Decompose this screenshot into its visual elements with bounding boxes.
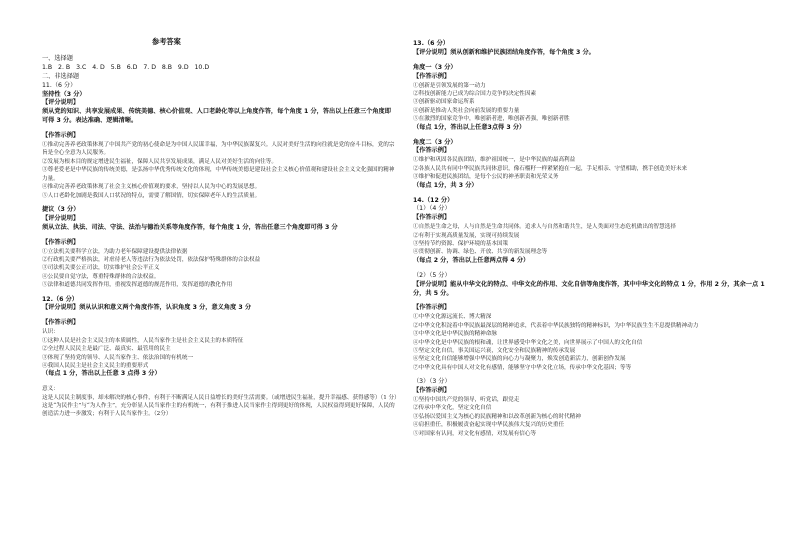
- list-item: ①这种人民是社会主义民主的本质属性，人民当家作主是社会主义民主的本质特征: [42, 337, 244, 344]
- angle1-score: （每点 1分，答出以上任意3点得 3 分）: [413, 123, 526, 131]
- q13-heading: 13.（6 分）: [413, 40, 449, 47]
- q12-example-list: [42, 337, 397, 371]
- list-item: ③维护和促进民族团结，是每个公民的神圣职责和光荣义务: [413, 174, 559, 181]
- list-item: ④我国人民民主是社会主义民主的重要形式: [42, 362, 149, 369]
- list-item: ③司法机关要公正司法，切实维护社会公平正义: [42, 265, 160, 272]
- q11-eval2: 须从立法、执法、司法、守法、法治与德治关系等角度作答，每个角度 1 分，答出任意三个角度即可得 3 分: [42, 223, 338, 231]
- list-item: ①推动完善养老政策体现了中国共产党的初心使命是为中国人民谋幸福，为中华民族谋复兴。人民对美好生活的向往就是党的奋斗目标，党的宗旨是全心全意为人民服务。: [42, 142, 395, 157]
- list-item: ⑤坚定文化自信，事关国运兴衰，文化安全和民族精神的传承发展: [413, 348, 576, 354]
- q12-significance-2: 这是“为民作主”与“为人作主”，充分彰显人民当家作主的有机统一，有利于推进人民当家作主得到更好的体现，人民权益得到更好保障，人民的创造活力进一步激发；有利于人民当家作主。（2分）: [42, 403, 395, 418]
- list-item: ①自然是生命之母，人与自然是生命共同体。追求人与自然和谐共生，是人类面对生态危机做出的智慧选择: [413, 224, 676, 231]
- list-item: ③体现了坚持党的领导、人民当家作主、依法治国的有机统一: [42, 354, 194, 361]
- q14-part3-example-heading: 【作答示例】: [413, 387, 451, 395]
- list-item: ②中华文化积淀着中华民族最深层的精神追求，代表着中华民族独特的精神标识，为中华民族生生不息提供精神动力: [413, 322, 699, 329]
- q11-eval-heading: 【评分说明】: [42, 99, 80, 107]
- angle1-example-heading: 【作答示例】: [413, 72, 451, 80]
- list-item: ③中华文化是中华民族的精神命脉: [413, 331, 497, 338]
- list-item: ⑤在激烈的国家竞争中，唯创新者进，唯创新者强，唯创新者胜: [413, 116, 570, 123]
- q11-example2-heading: 【作答示例】: [42, 238, 80, 246]
- list-item: ③创新驱动国家命运所系: [413, 99, 475, 106]
- right-column: [413, 40, 768, 438]
- q12-sub-significance: 意义：: [42, 386, 59, 393]
- page-title: 参考答案: [152, 37, 181, 46]
- list-item: ①创新是引领发展的第一动力: [413, 82, 486, 89]
- list-item: ②行政机关要严格执法，对虐待老人等违法行为依法处罚，依法保护特殊群体的合法权益: [42, 256, 261, 263]
- list-item: ⑦中华文化具有中国人对文化有感情，能够坚守中华文化立场，传承中华文化基因；等等: [413, 364, 632, 371]
- section-choice-heading: 一、选择题: [42, 54, 73, 62]
- angle1-title: 角度一（3 分）: [413, 63, 457, 71]
- list-item: ⑤对国家有认同，对文化有感情，对发展有信心等: [413, 430, 537, 437]
- list-item: ④公民要自觉守法，尊重特殊群体的合法权益。: [42, 273, 160, 280]
- q11-example2-list: [42, 248, 397, 290]
- q14-part2: （2）（5 分）: [413, 271, 451, 279]
- q12-significance-1: 这是人民民主制度事，却未解决的核心事件，有利于不断满足人民日益增长的美好生活需要。（或增进民生福祉，提升幸福感、获得感等）（1 分）: [42, 394, 400, 401]
- list-item: ④肩担重任，积极履责奋起实现中华民族伟大复兴的历史重任: [413, 422, 565, 429]
- q12-eval: 【评分说明】须从认识和意义两个角度作答，认识角度 3 分，意义角度 3 分: [42, 304, 252, 312]
- q14-part1-example-heading: 【作答示例】: [413, 214, 451, 222]
- q14-part2-example-heading: 【作答示例】: [413, 304, 451, 312]
- list-item: ⑥坚定文化自信能够增强中华民族的向心力与凝聚力，焕发创造新活力，创新创作发展: [413, 356, 626, 363]
- list-item: ④贯彻创新、协调、绿色、开放、共享的新发展理念等: [413, 249, 548, 256]
- q13-eval: 【评分说明】须从创新和维护民族团结角度作答，每个角度 3 分。: [413, 48, 595, 56]
- list-item: ②发展为根本目的规定增进民生福祉，保障人民共享发展成果，满足人民对美好生活的向往等。: [42, 158, 277, 165]
- list-item: ④创新是推动人类社会向前发展的重要力量: [413, 107, 520, 114]
- left-column: [42, 37, 400, 419]
- q14-part1-example-list: [413, 223, 768, 257]
- list-item: ③尊老爱老是中华民族的传统美德，是弘扬中华优秀传统文化的体现，中华传统美德是建设社会主义核心价值观和建设社会主义文化强国的精神力量。: [42, 167, 395, 182]
- q14-part2-example-list: [413, 313, 768, 372]
- q11-sub1: 坚持性（3 分）: [42, 90, 86, 98]
- list-item: ①立法机关要科学立法，为助力老年保障建设提供法律依据: [42, 248, 188, 255]
- q11-sub2: 捷议（3 分）: [42, 205, 80, 213]
- q11-eval: 须从党的知识、共享发展成果、传统美德、核心价值观、人口老龄化等以上角度作答，每个角度 1 分，答出以上任意三个角度即可得 3 分。表达准确、逻辑清晰。: [42, 108, 391, 125]
- q11-heading: 11.（6 分）: [42, 81, 77, 89]
- list-item: ⑤人口老龄化加剧是我国人口状况的特点，需要了解国情，切实保障老年人的生活质量。: [42, 192, 261, 199]
- q14-heading: 14.（12 分）: [413, 196, 454, 204]
- angle2-example-list: [413, 156, 768, 181]
- angle1-example-list: [413, 82, 768, 124]
- list-item: ⑤法律和道德共同发挥作用，重视发挥道德的规范作用，发挥道德的教化作用: [42, 282, 233, 289]
- list-item: ①坚持中国共产党的领导，听党话，跟党走: [413, 397, 520, 404]
- list-item: ②全过程人民民主是最广泛、最真实、最管用的民主: [42, 346, 171, 353]
- list-item: ②科技创新能力已成为综合国力竞争的决定性因素: [413, 91, 537, 98]
- list-item: ②有利于实现高质量发展，实现可持续发展: [413, 232, 520, 239]
- list-item: ②传承中华文化，坚定文化自信: [413, 405, 492, 412]
- angle2-example-heading: 【作答示例】: [413, 147, 451, 155]
- choice-answers: 1.B 2. B 3.C 4. D 5.B 6.D 7. D 8.B 9.D 10.D: [42, 63, 210, 71]
- list-item: ①维护和巩固各民族团结，维护祖国统一，是中华民族的最高利益: [413, 157, 576, 164]
- q14-part3-example-list: [413, 396, 768, 438]
- q12-sub-recognition: 认识：: [42, 329, 59, 336]
- angle2-score: （每点 1分，共 3 分）: [413, 181, 478, 189]
- list-item: ④推动完善养老政策体现了社会主义核心价值观的要求，坚持以人民为中心的发展思想。: [42, 184, 261, 191]
- q12-example-heading: 【作答示例】: [42, 319, 80, 327]
- list-item: ③弘扬以爱国主义为核心的民族精神和以改革创新为核心的时代精神: [413, 413, 581, 420]
- q12-score1: （每点 1 分，答出以上任意 3 点得 3 分）: [42, 370, 161, 378]
- list-item: ③坚持节约资源、保护环境的基本国策: [413, 241, 509, 248]
- section-open-heading: 二、非选择题: [42, 72, 80, 80]
- q12-heading: 12.（6 分）: [42, 295, 78, 303]
- q14-part1: （1）（4 分）: [413, 205, 451, 213]
- list-item: ②各族人民共有同中华民族共同体意识，像石榴籽一样紧紧抱在一起，手足相亲、守望相助，携手创造美好未来: [413, 165, 688, 172]
- q11-example-heading: 【作答示例】: [42, 132, 80, 140]
- q14-part3: （3）（3 分）: [413, 378, 451, 386]
- angle2-title: 角度二（3 分）: [413, 138, 457, 146]
- q11-example-list: [42, 141, 397, 200]
- q14-part2-eval: 【评分说明】能从中华文化的特点、中华文化的作用、文化自信等角度作答，其中中华文化的特点 1 分，作用 2 分，其余一点 1 分，共 5 分。: [413, 280, 765, 297]
- q11-eval2-heading: 【评分说明】: [42, 214, 80, 222]
- list-item: ④中华文化是中华民族的根和魂，让世界感受中华文化之美，向世界展示了中国人的文化自信: [413, 339, 643, 346]
- list-item: ①中华文化源远流长、博大精深: [413, 314, 492, 321]
- q14-part1-score: （每点 2 分，答出以上任意两点得 4 分）: [413, 256, 530, 264]
